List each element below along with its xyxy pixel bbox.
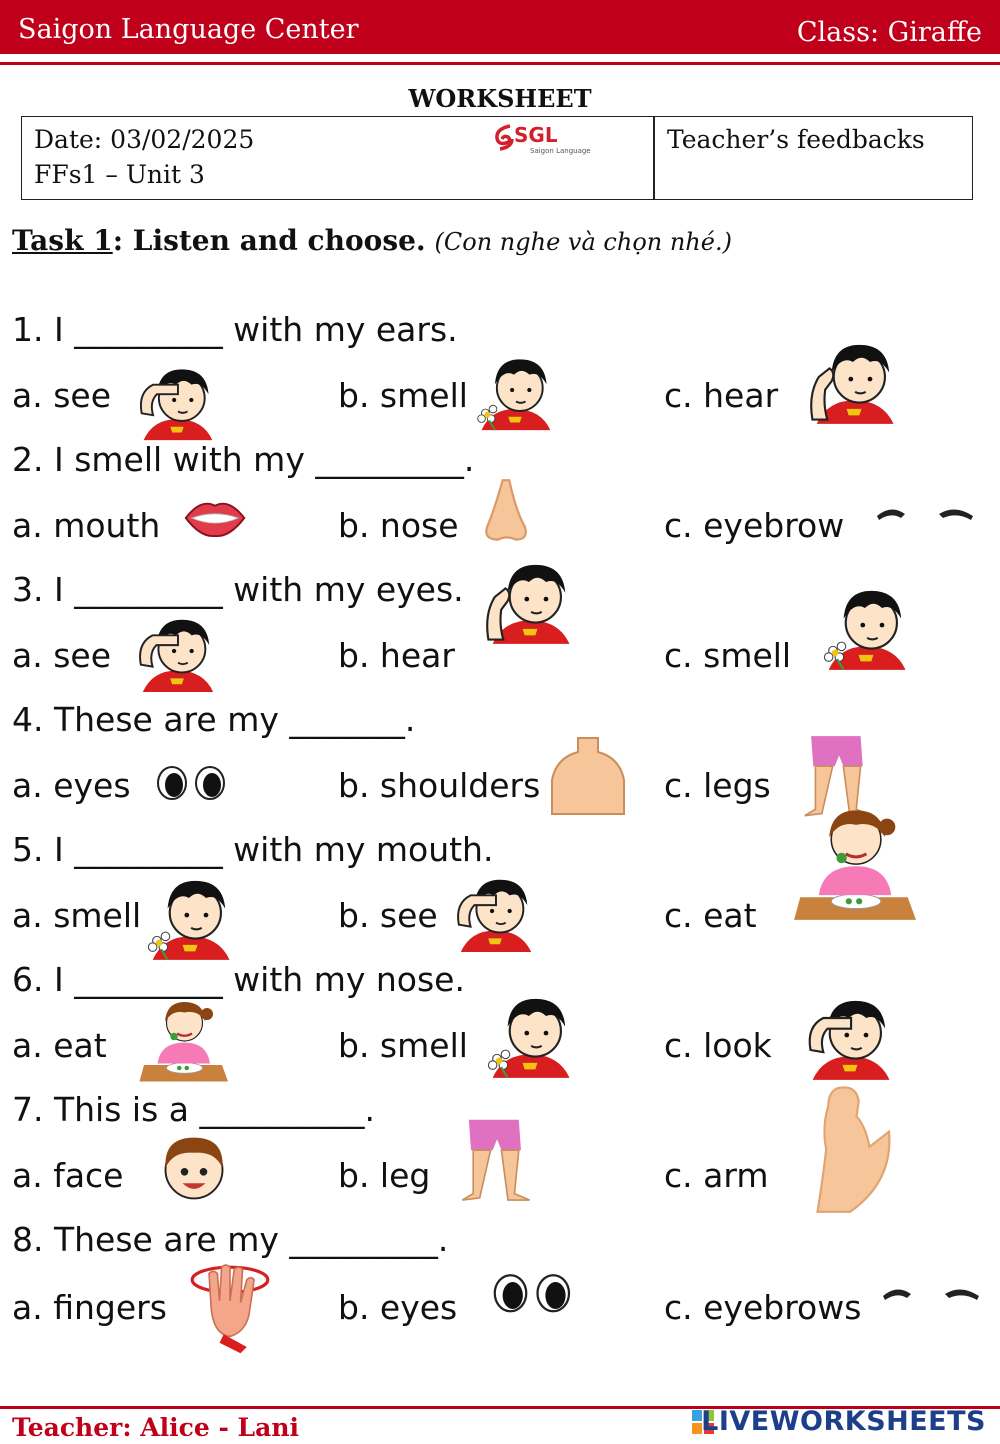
task-heading <box>12 224 732 257</box>
unit-text: FFs1 – Unit 3 <box>34 160 205 189</box>
task-subtitle: (Con nghe và chọn nhé.) <box>434 228 732 256</box>
question-5-text: 5. I _________ with my mouth. <box>12 830 494 869</box>
question-1-text: 1. I _________ with my ears. <box>12 310 458 349</box>
question-5-option-c[interactable]: c. eat <box>664 896 757 935</box>
question-1-option-a[interactable]: a. see <box>12 376 111 415</box>
date-text: Date: 03/02/2025 <box>34 125 255 154</box>
question-6-text: 6. I _________ with my nose. <box>12 960 465 999</box>
question-4-text: 4. These are my _______. <box>12 700 416 739</box>
task-instruction: : Listen and choose. <box>112 224 426 257</box>
boy-looking-icon <box>800 986 900 1082</box>
question-7-text: 7. This is a __________. <box>12 1090 375 1129</box>
teacher-credit: Teacher: Alice - Lani <box>12 1413 299 1442</box>
eyes-icon <box>488 1266 578 1316</box>
question-6-option-b[interactable]: b. smell <box>338 1026 468 1065</box>
boy-looking-icon <box>450 866 540 954</box>
header-bar <box>0 0 1000 54</box>
teacher-feedback-label: Teacher’s feedbacks <box>667 125 925 154</box>
question-2-option-b[interactable]: b. nose <box>338 506 459 545</box>
nose-icon <box>478 478 534 544</box>
girl-eating-icon <box>138 990 228 1086</box>
logo-text: SGL <box>514 123 558 147</box>
shoulders-icon <box>548 736 628 816</box>
question-5-option-a[interactable]: a. smell <box>12 896 142 935</box>
legs-icon <box>458 1116 534 1206</box>
class-label: Class: Giraffe <box>796 17 982 48</box>
face-icon <box>156 1130 232 1206</box>
girl-eating-icon <box>792 798 916 922</box>
boy-listening-icon <box>478 550 582 646</box>
question-6-option-a[interactable]: a. eat <box>12 1026 107 1065</box>
boy-smelling-flower-icon <box>814 576 918 672</box>
liveworksheets-brand[interactable]: LIVEWORKSHEETS <box>701 1406 986 1437</box>
hand-fingers-icon <box>188 1258 272 1354</box>
question-3-text: 3. I _________ with my eyes. <box>12 570 464 609</box>
info-box <box>21 116 973 200</box>
info-divider <box>653 117 655 199</box>
boy-smelling-flower-icon <box>470 346 560 432</box>
arm-icon <box>800 1084 900 1214</box>
question-6-option-c[interactable]: c. look <box>664 1026 772 1065</box>
mouth-icon <box>182 492 248 544</box>
question-8-option-a[interactable]: a. fingers <box>12 1288 167 1327</box>
question-4-option-c[interactable]: c. legs <box>664 766 771 805</box>
boy-smelling-flower-icon <box>478 984 582 1080</box>
question-1-option-c[interactable]: c. hear <box>664 376 779 415</box>
question-4-option-a[interactable]: a. eyes <box>12 766 131 805</box>
question-2-text: 2. I smell with my _________. <box>12 440 475 479</box>
question-3-option-a[interactable]: a. see <box>12 636 111 675</box>
eyebrows-icon <box>876 1280 986 1310</box>
question-7-option-b[interactable]: b. leg <box>338 1156 431 1195</box>
question-7-option-a[interactable]: a. face <box>12 1156 124 1195</box>
eyes-icon <box>152 756 232 806</box>
boy-smelling-flower-icon <box>138 866 242 962</box>
logo-swirl-icon <box>492 123 516 153</box>
question-2-option-c[interactable]: c. eyebrow <box>664 506 845 545</box>
question-8-text: 8. These are my _________. <box>12 1220 449 1259</box>
question-2-option-a[interactable]: a. mouth <box>12 506 161 545</box>
center-name: Saigon Language Center <box>18 14 359 45</box>
question-8-option-c[interactable]: c. eyebrows <box>664 1288 862 1327</box>
question-7-option-c[interactable]: c. arm <box>664 1156 769 1195</box>
question-4-option-b[interactable]: b. shoulders <box>338 766 541 805</box>
boy-looking-icon <box>132 606 222 694</box>
question-1-option-b[interactable]: b. smell <box>338 376 468 415</box>
sgl-logo <box>492 123 602 161</box>
boy-listening-icon <box>802 330 906 426</box>
question-3-option-c[interactable]: c. smell <box>664 636 792 675</box>
worksheet-title: WORKSHEET <box>408 84 592 113</box>
eyebrows-icon <box>870 500 980 530</box>
boy-looking-icon <box>132 356 222 442</box>
task-number: Task 1 <box>12 224 113 257</box>
question-5-option-b[interactable]: b. see <box>338 896 438 935</box>
logo-subtext: Saigon Language <box>530 147 591 155</box>
question-3-option-b[interactable]: b. hear <box>338 636 455 675</box>
question-8-option-b[interactable]: b. eyes <box>338 1288 458 1327</box>
header-divider <box>0 62 1000 65</box>
